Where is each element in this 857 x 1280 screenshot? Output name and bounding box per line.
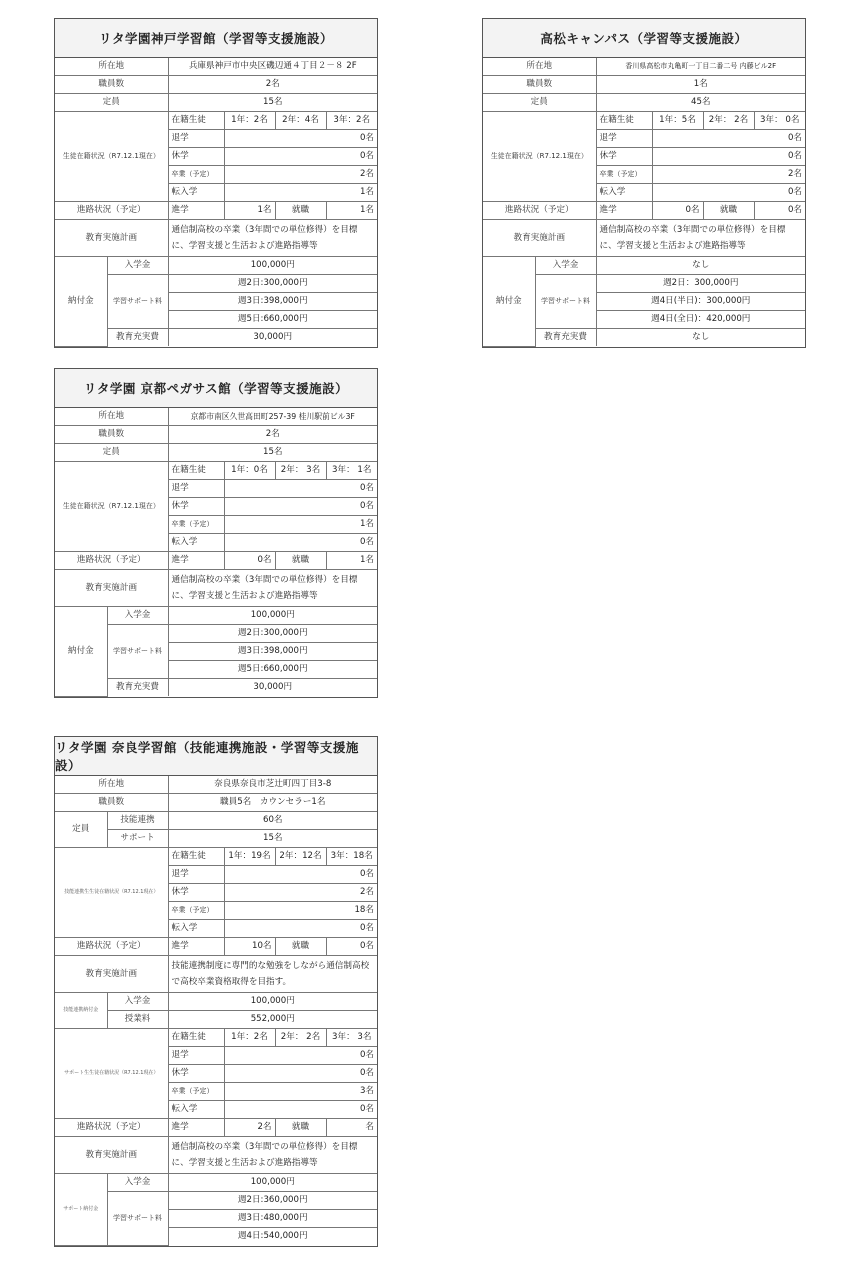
- leave-value: 0名: [652, 148, 805, 166]
- location-label: 所在地: [55, 58, 168, 76]
- job-label: 就職: [703, 202, 754, 220]
- graduation-value: 1名: [224, 516, 377, 534]
- transfer-label: 転入学: [168, 1101, 224, 1119]
- support-fee-1: 週2日:300,000円: [168, 275, 377, 293]
- status-label: 生徒在籍状況（R7.12.1現在）: [55, 112, 168, 202]
- takamatsu-card: [482, 18, 806, 348]
- job-label: 就職: [275, 938, 326, 956]
- skill-status-label: 技能連携生生徒在籍状況（R7.12.1現在）: [55, 848, 168, 938]
- staff-value: 2名: [168, 426, 377, 444]
- skill-year1-count: 1年：19名: [224, 848, 275, 866]
- takamatsu-title: 高松キャンパス（学習等支援施設）: [483, 19, 805, 58]
- support-fee-label: 学習サポート料: [107, 1192, 168, 1246]
- transfer-label: 転入学: [596, 184, 652, 202]
- status-label: 生徒在籍状況（R7.12.1現在）: [55, 462, 168, 552]
- advance-label: 進学: [596, 202, 652, 220]
- withdraw-value: 0名: [224, 130, 377, 148]
- entry-label: 入学金: [107, 607, 168, 625]
- leave-label: 休学: [168, 498, 224, 516]
- support-fee-3: 週4日(全日)：420,000円: [596, 311, 805, 329]
- leave-label: 休学: [168, 148, 224, 166]
- status-label: 生徒在籍状況（R7.12.1現在）: [483, 112, 596, 202]
- year1-count: 1年：5名: [652, 112, 703, 130]
- capacity-label: 定員: [55, 812, 107, 848]
- nara-title: リタ学園 奈良学習館（技能連携施設・学習等支援施設）: [55, 737, 377, 776]
- entry-value: 100,000円: [168, 607, 377, 625]
- support-entry-value: 100,000円: [168, 1174, 377, 1192]
- capacity-label: 定員: [55, 94, 168, 112]
- job-value: 1名: [326, 202, 377, 220]
- plan-label: 教育実施計画: [55, 570, 168, 607]
- edu-fee-value: 30,000円: [168, 679, 377, 697]
- support-fee-3: 週4日:540,000円: [168, 1228, 377, 1246]
- skill-advance-value: 10名: [224, 938, 275, 956]
- support-fee-2: 週3日:398,000円: [168, 293, 377, 311]
- support-transfer-value: 0名: [224, 1101, 377, 1119]
- takamatsu-table: [483, 58, 805, 347]
- advance-label: 進学: [168, 938, 224, 956]
- location-label: 所在地: [55, 408, 168, 426]
- edu-fee-value: なし: [596, 329, 805, 347]
- transfer-value: 1名: [224, 184, 377, 202]
- staff-value: 1名: [596, 76, 805, 94]
- graduation-label: 卒業（予定）: [168, 516, 224, 534]
- tuition-label: 授業料: [107, 1011, 168, 1029]
- transfer-label: 転入学: [168, 920, 224, 938]
- graduation-value: 2名: [224, 166, 377, 184]
- capacity-label: 定員: [483, 94, 596, 112]
- enrolled-label: 在籍生徒: [596, 112, 652, 130]
- support-fee-1: 週2日:300,000円: [168, 625, 377, 643]
- capacity-label: 定員: [55, 444, 168, 462]
- support-fee-1: 週2日：300,000円: [596, 275, 805, 293]
- staff-label: 職員数: [55, 794, 168, 812]
- year3-count: 3年： 0名: [754, 112, 805, 130]
- job-label: 就職: [275, 1119, 326, 1137]
- capacity-value: 45名: [596, 94, 805, 112]
- entry-label: 入学金: [107, 1174, 168, 1192]
- plan-text: 通信制高校の卒業（3年間での単位修得）を目標に、学習支援と生活および進路指導等: [168, 570, 377, 607]
- skill-plan-text: 技能連携制度に専門的な勉強をしながら通信制高校で高校卒業資格取得を目指す。: [168, 956, 377, 993]
- year3-count: 3年： 1名: [326, 462, 377, 480]
- staff-label: 職員数: [55, 426, 168, 444]
- location-label: 所在地: [483, 58, 596, 76]
- support-advance-value: 2名: [224, 1119, 275, 1137]
- career-label: 進路状況（予定）: [55, 1119, 168, 1137]
- year3-count: 3年：2名: [326, 112, 377, 130]
- skill-fee-label: 技能連携納付金: [55, 993, 107, 1029]
- leave-label: 休学: [168, 884, 224, 902]
- kyoto-table: [55, 408, 377, 697]
- withdraw-label: 退学: [596, 130, 652, 148]
- edu-fee-label: 教育充実費: [107, 329, 168, 347]
- year2-count: 2年： 2名: [703, 112, 754, 130]
- withdraw-value: 0名: [224, 480, 377, 498]
- job-label: 就職: [275, 552, 326, 570]
- location-value: 兵庫県神戸市中央区磯辺通４丁目２－８ 2F: [168, 58, 377, 76]
- capacity-value: 15名: [168, 444, 377, 462]
- advance-value: 1名: [224, 202, 275, 220]
- entry-label: 入学金: [535, 257, 596, 275]
- skill-transfer-value: 0名: [224, 920, 377, 938]
- support-leave-value: 0名: [224, 1065, 377, 1083]
- enrolled-label: 在籍生徒: [168, 1029, 224, 1047]
- skill-year3-count: 3年：18名: [326, 848, 377, 866]
- job-value: 0名: [754, 202, 805, 220]
- support-capacity-label: サポート: [107, 830, 168, 848]
- support-capacity-value: 15名: [168, 830, 377, 848]
- advance-label: 進学: [168, 1119, 224, 1137]
- location-value: 香川県高松市丸亀町一丁目二番二号 内藤ビル2F: [596, 58, 805, 76]
- graduation-label: 卒業（予定）: [596, 166, 652, 184]
- career-label: 進路状況（予定）: [55, 202, 168, 220]
- withdraw-label: 退学: [168, 866, 224, 884]
- withdraw-label: 退学: [168, 130, 224, 148]
- support-fee-1: 週2日:360,000円: [168, 1192, 377, 1210]
- plan-text: 通信制高校の卒業（3年間での単位修得）を目標に、学習支援と生活および進路指導等: [168, 220, 377, 257]
- skill-job-value: 0名: [326, 938, 377, 956]
- staff-value: 職員5名 カウンセラー1名: [168, 794, 377, 812]
- location-value: 奈良県奈良市芝辻町四丁目3-8: [168, 776, 377, 794]
- year1-count: 1年：2名: [224, 112, 275, 130]
- support-fee-label: 学習サポート料: [107, 625, 168, 679]
- kobe-card: [54, 18, 378, 348]
- kyoto-title: リタ学園 京都ペガサス館（学習等支援施設）: [55, 369, 377, 408]
- withdraw-label: 退学: [168, 1047, 224, 1065]
- advance-label: 進学: [168, 202, 224, 220]
- job-label: 就職: [275, 202, 326, 220]
- skill-leave-value: 2名: [224, 884, 377, 902]
- enrolled-label: 在籍生徒: [168, 848, 224, 866]
- support-year3-count: 3年： 3名: [326, 1029, 377, 1047]
- advance-label: 進学: [168, 552, 224, 570]
- enrolled-label: 在籍生徒: [168, 462, 224, 480]
- kobe-title: リタ学園神戸学習館（学習等支援施設）: [55, 19, 377, 58]
- support-fee-2: 週3日:398,000円: [168, 643, 377, 661]
- graduation-value: 2名: [652, 166, 805, 184]
- year2-count: 2年： 3名: [275, 462, 326, 480]
- job-value: 1名: [326, 552, 377, 570]
- leave-value: 0名: [224, 148, 377, 166]
- career-label: 進路状況（予定）: [55, 938, 168, 956]
- plan-label: 教育実施計画: [483, 220, 596, 257]
- entry-value: なし: [596, 257, 805, 275]
- fee-label: 納付金: [55, 257, 107, 347]
- location-label: 所在地: [55, 776, 168, 794]
- plan-label: 教育実施計画: [55, 220, 168, 257]
- kyoto-card: [54, 368, 378, 698]
- support-status-label: サポート生生徒在籍状況（R7.12.1現在）: [55, 1029, 168, 1119]
- graduation-label: 卒業（予定）: [168, 902, 224, 920]
- plan-label: 教育実施計画: [55, 1137, 168, 1174]
- skill-tuition-value: 552,000円: [168, 1011, 377, 1029]
- leave-label: 休学: [168, 1065, 224, 1083]
- leave-label: 休学: [596, 148, 652, 166]
- skill-capacity-value: 60名: [168, 812, 377, 830]
- transfer-value: 0名: [652, 184, 805, 202]
- location-value: 京都市南区久世高田町257-39 桂川駅前ビル3F: [168, 408, 377, 426]
- advance-value: 0名: [652, 202, 703, 220]
- nara-table: [55, 776, 377, 1246]
- edu-fee-label: 教育充実費: [535, 329, 596, 347]
- skill-year2-count: 2年：12名: [275, 848, 326, 866]
- entry-value: 100,000円: [168, 257, 377, 275]
- support-plan-text: 通信制高校の卒業（3年間での単位修得）を目標に、学習支援と生活および進路指導等: [168, 1137, 377, 1174]
- career-label: 進路状況（予定）: [483, 202, 596, 220]
- support-withdraw-value: 0名: [224, 1047, 377, 1065]
- skill-withdraw-value: 0名: [224, 866, 377, 884]
- fee-label: 納付金: [55, 607, 107, 697]
- edu-fee-label: 教育充実費: [107, 679, 168, 697]
- transfer-value: 0名: [224, 534, 377, 552]
- kobe-table: [55, 58, 377, 347]
- plan-label: 教育実施計画: [55, 956, 168, 993]
- support-fee-label: 学習サポート料: [535, 275, 596, 329]
- support-fee-3: 週5日:660,000円: [168, 661, 377, 679]
- fee-label: 納付金: [483, 257, 535, 347]
- withdraw-label: 退学: [168, 480, 224, 498]
- nara-card: [54, 736, 378, 1247]
- support-fee-3: 週5日:660,000円: [168, 311, 377, 329]
- advance-value: 0名: [224, 552, 275, 570]
- edu-fee-value: 30,000円: [168, 329, 377, 347]
- support-fee-2: 週3日:480,000円: [168, 1210, 377, 1228]
- entry-label: 入学金: [107, 257, 168, 275]
- skill-capacity-label: 技能連携: [107, 812, 168, 830]
- withdraw-value: 0名: [652, 130, 805, 148]
- graduation-label: 卒業（予定）: [168, 1083, 224, 1101]
- enrolled-label: 在籍生徒: [168, 112, 224, 130]
- staff-value: 2名: [168, 76, 377, 94]
- skill-entry-value: 100,000円: [168, 993, 377, 1011]
- plan-text: 通信制高校の卒業（3年間での単位修得）を目標に、学習支援と生活および進路指導等: [596, 220, 805, 257]
- support-year1-count: 1年：2名: [224, 1029, 275, 1047]
- career-label: 進路状況（予定）: [55, 552, 168, 570]
- support-graduation-value: 3名: [224, 1083, 377, 1101]
- skill-graduation-value: 18名: [224, 902, 377, 920]
- support-fee-2: 週4日(半日)：300,000円: [596, 293, 805, 311]
- staff-label: 職員数: [483, 76, 596, 94]
- leave-value: 0名: [224, 498, 377, 516]
- transfer-label: 転入学: [168, 534, 224, 552]
- support-job-value: 名: [326, 1119, 377, 1137]
- graduation-label: 卒業（予定）: [168, 166, 224, 184]
- year1-count: 1年：0名: [224, 462, 275, 480]
- support-year2-count: 2年： 2名: [275, 1029, 326, 1047]
- support-fee-group-label: サポート納付金: [55, 1174, 107, 1246]
- transfer-label: 転入学: [168, 184, 224, 202]
- entry-label: 入学金: [107, 993, 168, 1011]
- capacity-value: 15名: [168, 94, 377, 112]
- year2-count: 2年：4名: [275, 112, 326, 130]
- staff-label: 職員数: [55, 76, 168, 94]
- support-fee-label: 学習サポート料: [107, 275, 168, 329]
